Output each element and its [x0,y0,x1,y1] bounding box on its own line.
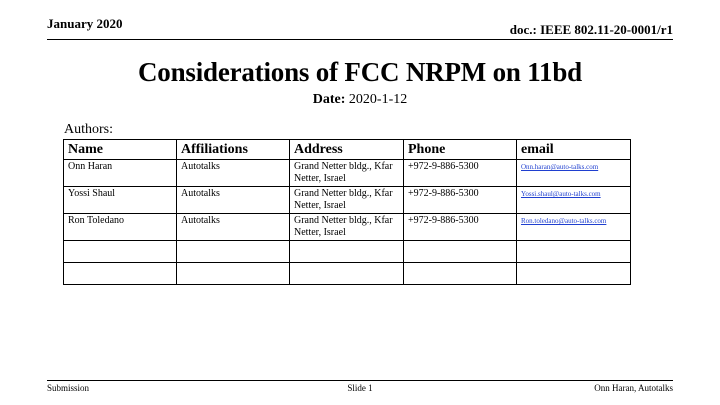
header-date: January 2020 [47,16,123,31]
table-header-row [64,140,631,160]
empty-cell [177,263,290,285]
footer-slide-number: Slide 1 [347,383,373,393]
empty-cell [64,241,177,263]
column-header-name: Name [64,140,177,160]
empty-cell [517,241,631,263]
author-affiliation: Autotalks [177,187,290,214]
author-email-link[interactable]: Yossi.shaul@auto-talks.com [521,190,601,198]
footer-submission: Submission [47,383,90,393]
empty-cell [290,263,404,285]
author-address: Grand Netter bldg., Kfar Netter, Israel [290,214,404,241]
author-affiliation: Autotalks [177,160,290,187]
slide-title: Considerations of FCC NRPM on 11bd [138,57,582,87]
column-header-email: email [517,140,631,160]
author-phone: +972-9-886-5300 [404,160,517,187]
author-affiliation: Autotalks [177,214,290,241]
author-email-cell [517,187,631,214]
column-header-phone: Phone [404,140,517,160]
author-email-link[interactable]: Onn.haran@auto-talks.com [521,163,599,171]
header-doc-id: doc.: IEEE 802.11-20-0001/r1 [509,22,673,37]
table-row [64,187,631,214]
footer-divider [47,380,673,381]
author-name: Ron Toledano [64,214,177,241]
footer-author: Onn Haran, Autotalks [594,383,673,393]
author-email-cell [517,214,631,241]
author-email-link[interactable]: Ron.toledano@auto-talks.com [521,217,607,225]
empty-cell [517,263,631,285]
author-phone: +972-9-886-5300 [404,214,517,241]
author-address: Grand Netter bldg., Kfar Netter, Israel [290,160,404,187]
slide-date [0,92,720,108]
table-row [64,160,631,187]
author-address: Grand Netter bldg., Kfar Netter, Israel [290,187,404,214]
author-email-cell [517,160,631,187]
date-value: 2020-1-12 [348,92,408,107]
author-name: Yossi Shaul [64,187,177,214]
column-header-address: Address [290,140,404,160]
empty-cell [404,241,517,263]
empty-cell [290,241,404,263]
table-row-empty [64,241,631,263]
author-name: Onn Haran [64,160,177,187]
table-row-empty [64,263,631,285]
authors-table [63,139,631,285]
empty-cell [177,241,290,263]
date-label: Date: [312,92,346,107]
empty-cell [64,263,177,285]
header-divider [47,39,673,40]
empty-cell [404,263,517,285]
column-header-affiliations: Affiliations [177,140,290,160]
authors-label: Authors: [64,122,113,137]
table-row [64,214,631,241]
author-phone: +972-9-886-5300 [404,187,517,214]
